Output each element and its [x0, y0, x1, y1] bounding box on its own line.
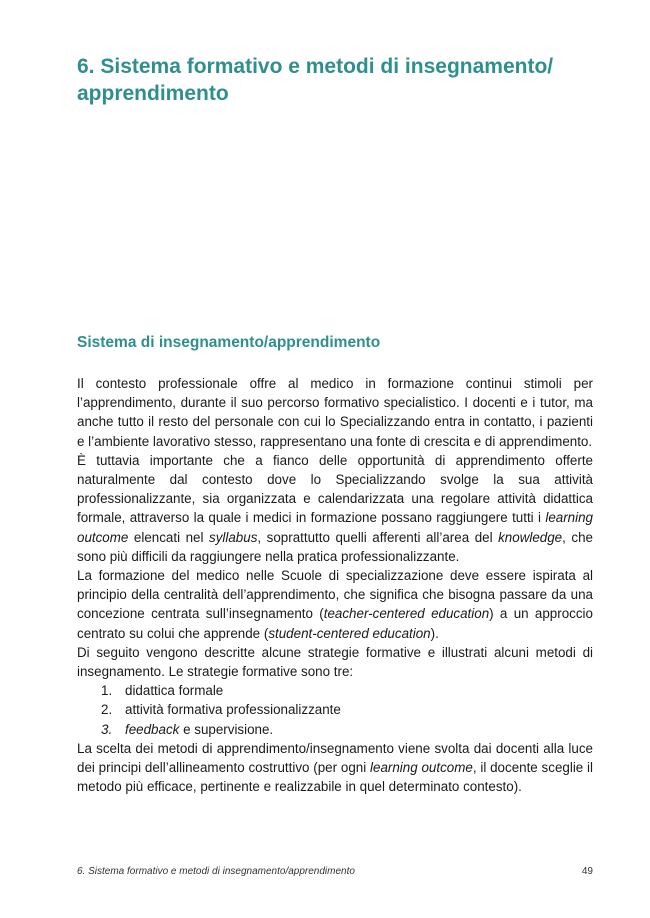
paragraph-2: È tuttavia importante che a fianco delle opportunità di apprendimento offerte naturalmente dal contesto dove lo Specializzando svolge la sua attività professionalizzante, sia organizzata e calendarizzata una regolare attività didattica formale, attraverso la quale i medici in formazione possano raggiungere tutti i learning outcome elencati nel syllabus, soprattutto quelli afferenti all’area del knowledge, che sono più difficili da raggiungere nella pratica professionalizzante.	[77, 452, 593, 564]
list-item: 1. didattica formale	[101, 683, 224, 699]
body-text	[77, 374, 593, 796]
term-learning-outcome-2: learning outcome	[370, 760, 473, 776]
paragraph-4: Di seguito vengono descritte alcune strategie formative e illustrati alcuni metodi di insegnamento. Le strategie formative sono tre:	[77, 644, 593, 680]
list-item: 3. feedback e supervisione.	[101, 721, 274, 737]
list-item: 2. attività formativa professionalizzante	[101, 702, 341, 718]
paragraph-1: Il contesto professionale offre al medico in formazione continui stimoli per l’apprendimento, durante il suo percorso formativo specialistico. I docenti e i tutor, ma anche tutto il resto del personale con cui lo Specializzando entra in contatto, i pazienti e l’ambiente lavorativo stesso, rappresentano una fonte di crescita e di apprendimento.	[77, 376, 593, 449]
paragraph-5: La scelta dei metodi di apprendimento/insegnamento viene svolta dai docenti alla luce dei principi dell’allineamento costruttivo (per ogni learning outcome, il docente sceglie il metodo più efficace, pertinente e realizzabile in quel determinato contesto).	[77, 740, 593, 795]
chapter-title: 6. Sistema formativo e metodi di insegnamento/ apprendimento	[77, 55, 554, 105]
section-title: Sistema di insegnamento/apprendimento	[77, 334, 381, 351]
paragraph-3: La formazione del medico nelle Scuole di specializzazione deve essere ispirata al principio della centralità dell’apprendimento, che significa che bisogna passare da una concezione centrata sull’insegnamento (teacher-centered education) a un approccio centrato su colui che apprende (student-centered education).	[77, 568, 593, 641]
term-knowledge: knowledge	[498, 529, 563, 545]
term-student-centered: student-centered education	[268, 625, 431, 641]
page-number: 49	[581, 866, 593, 877]
term-syllabus: syllabus	[209, 529, 258, 545]
term-teacher-centered: teacher-centered education	[323, 606, 490, 622]
page-footer	[77, 866, 593, 877]
running-title: 6. Sistema formativo e metodi di insegnamento/apprendimento	[77, 866, 355, 877]
strategy-list	[77, 681, 593, 739]
term-learning-outcome: learning outcome	[77, 510, 593, 545]
